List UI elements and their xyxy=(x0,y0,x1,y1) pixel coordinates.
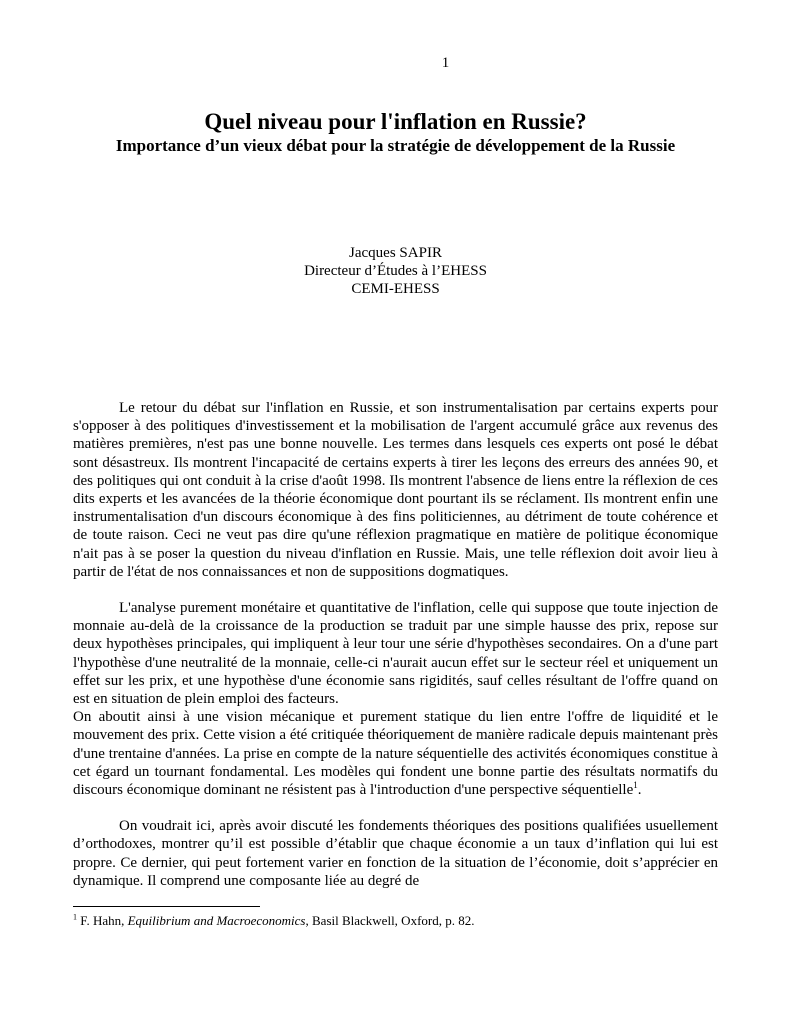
paragraph-1: Le retour du débat sur l'inflation en Russie, et son instrumentalisation par certains experts pour s'opposer à des politiques d'investissement et la mobilisation de l'argent accumulé grâce aux revenus des matières premières, n'est pas une bonne nouvelle. Les termes dans lesquels ces experts ont posé le débat sont désastreux. Ils montrent l'incapacité de certains experts à tirer les leçons des erreurs des années 90, et des politiques qui ont conduit à la crise d'août 1998. Ils montrent l'absence de liens entre la réflexion de ces dits experts et les avancées de la théorie économique dont pourtant ils se réclament. Ils montrent enfin une instrumentalisation d'un discours économique à des fins politiciennes, au détriment de toute cohérence et de toute raison. Ceci ne veut pas dire qu'une réflexion pragmatique en matière de politique économique n'ait pas à se poser la question du niveau d'inflation en Russie. Mais, une telle réflexion doit avoir lieu à partir de l'état de nos connaissances et non de suppositions dogmatiques. xyxy=(73,400,718,580)
author-affiliation: CEMI-EHESS xyxy=(351,281,440,297)
footnote-work-title: Equilibrium and Macroeconomics xyxy=(127,913,306,928)
footnote-author: F. Hahn, xyxy=(77,913,128,928)
author-block xyxy=(0,244,791,298)
body-text xyxy=(73,399,718,890)
paragraph-4: On voudrait ici, après avoir discuté les fondements théoriques des positions qualifiées usuellement d’orthodoxes, montrer qu’il est possible d’établir que chaque économie a un taux d’inflation qui lui est propre. Ce dernier, qui peut fortement varier en fonction de la situation de l’économie, doit s’apprécier en dynamique. Il comprend une composante liée au degré de xyxy=(73,818,718,889)
paragraph-3-text: On aboutit ainsi à une vision mécanique et purement statique du lien entre l'offre de liquidité et le mouvement des prix. Cette vision a été critiquée théoriquement de manière radicale depuis maintenant près d'une trentaine d'années. La prise en compte de la nature séquentielle des activités économiques constitue à cet égard un tournant fondamental. Les modèles qui fondent une bonne partie des résultats normatifs du discours économique dominant ne résistent pas à l'introduction d'une perspective séquentielle xyxy=(73,709,718,799)
document-subtitle: Importance d’un vieux débat pour la stratégie de développement de la Russie xyxy=(115,136,676,155)
paragraph-3-end: . xyxy=(637,782,642,799)
footnote-divider xyxy=(73,906,260,907)
paragraph-spacer xyxy=(73,581,718,599)
document-title: Quel niveau pour l'inflation en Russie? xyxy=(204,109,587,134)
footnote xyxy=(73,913,718,929)
footnote-details: , Basil Blackwell, Oxford, p. 82. xyxy=(305,913,475,928)
paragraph-3 xyxy=(73,708,718,799)
footnote-reference[interactable]: 1 xyxy=(633,780,638,791)
footnote-mark: 1 xyxy=(73,912,77,922)
paragraph-2: L'analyse purement monétaire et quantitative de l'inflation, celle qui suppose que toute injection de monnaie au-delà de la croissance de la production se traduit par une simple hausse des prix, repose sur deux hypothèses principales, qui impliquent à leur tour une série d'hypothèses secondaires. On a d'une part l'hypothèse d'une neutralité de la monnaie, celle-ci n'aurait aucun effet sur le secteur réel et uniquement un effet sur les prix, et une hypothèse d'une économie sans rigidités, sauf celles résultant de l'offre quand on est en situation de plein emploi des facteurs. xyxy=(73,600,718,708)
page-number: 1 xyxy=(441,55,450,71)
author-position: Directeur d’Études à l’EHESS xyxy=(304,263,487,279)
author-name: Jacques SAPIR xyxy=(349,245,442,261)
paragraph-spacer xyxy=(73,799,718,817)
